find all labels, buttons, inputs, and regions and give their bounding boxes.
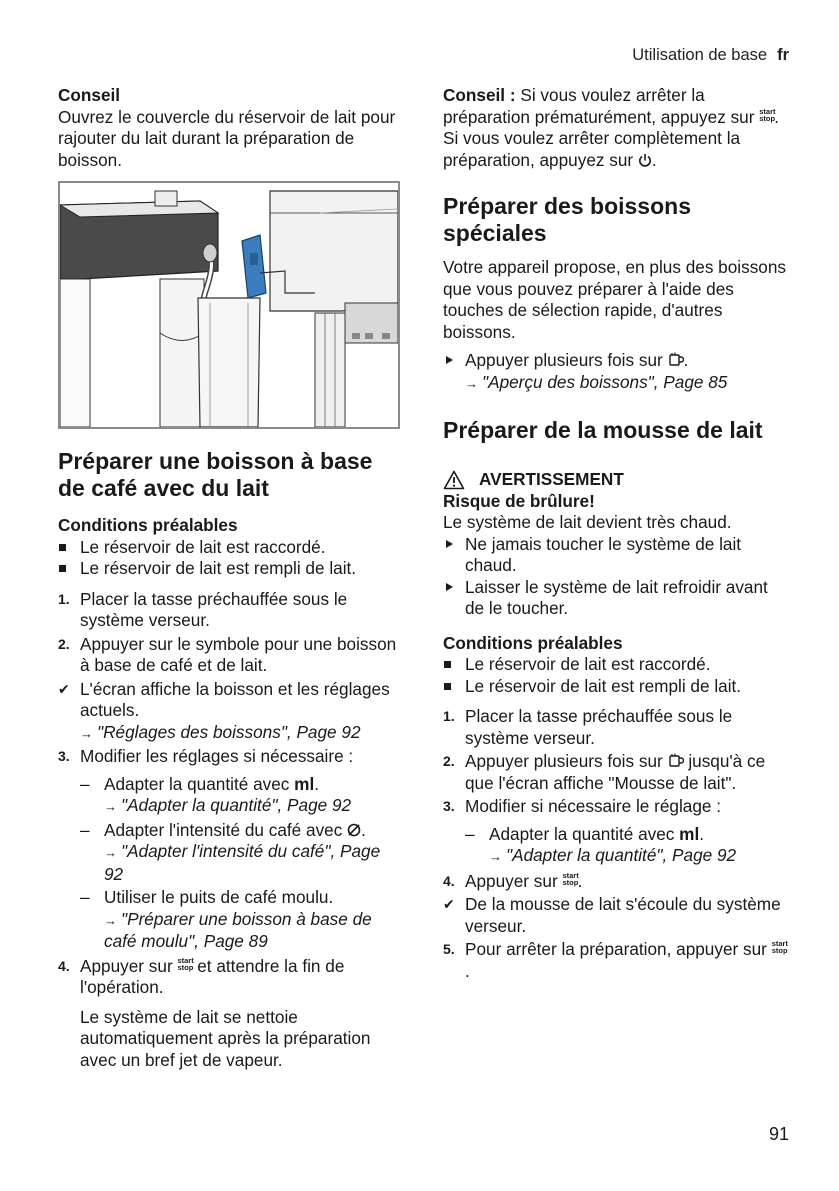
tip-title: Conseil :: [443, 85, 516, 105]
arrow-icon: →: [80, 725, 93, 741]
step-3: 3. Modifier les réglages si nécessaire :: [58, 746, 354, 766]
section-heading-coffee-milk: Préparer une boisson à base de café avec du lait: [58, 448, 373, 501]
drinks-menu-icon: [668, 753, 684, 769]
step-1: 1. Placer la tasse préchauffée sous le système verseur.: [58, 588, 348, 630]
step-4: 4. Appuyer sur start stop.: [443, 870, 583, 891]
cross-reference: → "Adapter l'intensité du café", Page 92: [104, 841, 381, 884]
intensity-icon: [347, 823, 361, 837]
warning-text: Le système de lait devient très chaud.: [443, 512, 732, 532]
page-number: 91: [768, 1124, 789, 1144]
warning-subtitle: Risque de brûlure!: [443, 490, 595, 511]
special-drinks-intro: Votre appareil propose, en plus des boissons que vous pouvez préparer à l'aide des touches de sélection rapide, d'autres boissons.: [443, 257, 787, 342]
steps-list: [443, 706, 788, 982]
conditions-list: [58, 537, 403, 580]
cross-reference: → "Aperçu des boissons", Page 85: [465, 371, 728, 392]
arrow-icon: →: [104, 912, 117, 928]
start-stop-icon: start stop: [759, 106, 776, 123]
tip-stop-text: Conseil : Si vous voulez arrêter la préparation prématurément, appuyez sur start stop. Si vous voulez arrêter complètement la préparation, appuyez sur .: [443, 85, 780, 170]
conditions-list: [443, 654, 788, 697]
section-heading-milk-foam: Préparer de la mousse de lait: [443, 417, 763, 443]
drinks-menu-icon: [668, 352, 684, 368]
start-stop-icon: start stop: [771, 939, 788, 955]
substep-quantity: – Adapter la quantité avec ml. → "Adapter la quantité", Page 92: [80, 773, 352, 815]
section-heading-special-drinks: Préparer des boissons spéciales: [443, 193, 691, 246]
step-5: 5. Pour arrêter la préparation, appuyer sur start stop.: [443, 939, 788, 981]
tip-title: Conseil: [58, 85, 121, 105]
cross-reference: → "Préparer une boisson à base de café moulu", Page 89: [104, 908, 372, 951]
header-section: Utilisation de base: [632, 46, 768, 64]
milk-container-illustration: [58, 181, 400, 429]
arrow-icon: →: [489, 849, 502, 864]
left-column: [58, 85, 403, 1071]
ml-symbol: ml: [294, 773, 315, 794]
substep-quantity: – Adapter la quantité avec ml. → "Adapter la quantité", Page 92: [465, 823, 737, 865]
check-icon: ✔: [443, 896, 455, 912]
condition-item: Le réservoir de lait est rempli de lait.: [443, 676, 788, 698]
conditions-title: Conditions préalables: [58, 515, 238, 535]
tip-text: Ouvrez le couvercle du réservoir de lait pour rajouter du lait durant la préparation de boisson.: [58, 106, 396, 170]
ml-symbol: ml: [679, 823, 700, 844]
step-2: 2. Appuyer sur le symbole pour une boisson à base de café et de lait.: [58, 633, 397, 675]
arrow-icon: →: [104, 845, 117, 860]
arrow-icon: →: [465, 375, 478, 391]
arrow-icon: →: [104, 799, 117, 814]
step-1: 1. Placer la tasse préchauffée sous le système verseur.: [443, 706, 733, 748]
conditions-title: Conditions préalables: [443, 632, 623, 653]
steps-list: [58, 589, 403, 1072]
cross-reference: → "Adapter la quantité", Page 92: [104, 795, 352, 815]
result-check: ✔ De la mousse de lait s'écoule du système verseur.: [443, 894, 781, 936]
step-4: 4. Appuyer sur start stop et attendre la fin de l'opération.: [58, 955, 345, 997]
warning-banner: [443, 469, 788, 491]
substep-ground-coffee: – Utiliser le puits de café moulu. → "Préparer une boisson à base de café moulu", Page 89: [80, 887, 372, 951]
warning-action: Ne jamais toucher le système de lait chaud.: [443, 534, 788, 577]
condition-item: Le réservoir de lait est raccordé.: [58, 537, 403, 559]
step-3: 3. Modifier si nécessaire le réglage :: [443, 796, 722, 816]
header-language: fr: [777, 46, 789, 64]
condition-item: Le réservoir de lait est raccordé.: [443, 654, 788, 676]
step-2: 2. Appuyer plusieurs fois sur jusqu'à ce que l'écran affiche "Mousse de lait".: [443, 751, 766, 793]
power-icon: [638, 153, 652, 168]
check-icon: ✔: [58, 680, 70, 697]
start-stop-icon: start stop: [562, 870, 579, 887]
condition-item: Le réservoir de lait est rempli de lait.: [58, 558, 403, 580]
coffee-machine-drawing: [60, 183, 398, 427]
start-stop-icon: start stop: [177, 955, 194, 972]
warning-action: Laisser le système de lait refroidir avant de le toucher.: [443, 577, 788, 620]
page-header: [632, 45, 789, 67]
warning-icon: [443, 470, 465, 490]
cross-reference: → "Réglages des boissons", Page 92: [80, 721, 361, 742]
result-check: ✔ L'écran affiche la boisson et les réglages actuels. → "Réglages des boissons", Page 92: [58, 678, 390, 742]
substep-intensity: – Adapter l'intensité du café avec . → "Adapter l'intensité du café", Page 92: [80, 819, 381, 884]
step-4-note: Le système de lait se nettoie automatiquement après la préparation avec un bref jet de vapeur.: [80, 1006, 371, 1070]
warning-title: AVERTISSEMENT: [479, 469, 624, 489]
cross-reference: → "Adapter la quantité", Page 92: [489, 845, 737, 865]
right-column: [443, 85, 788, 984]
action-item: Appuyer plusieurs fois sur .: [443, 350, 788, 372]
